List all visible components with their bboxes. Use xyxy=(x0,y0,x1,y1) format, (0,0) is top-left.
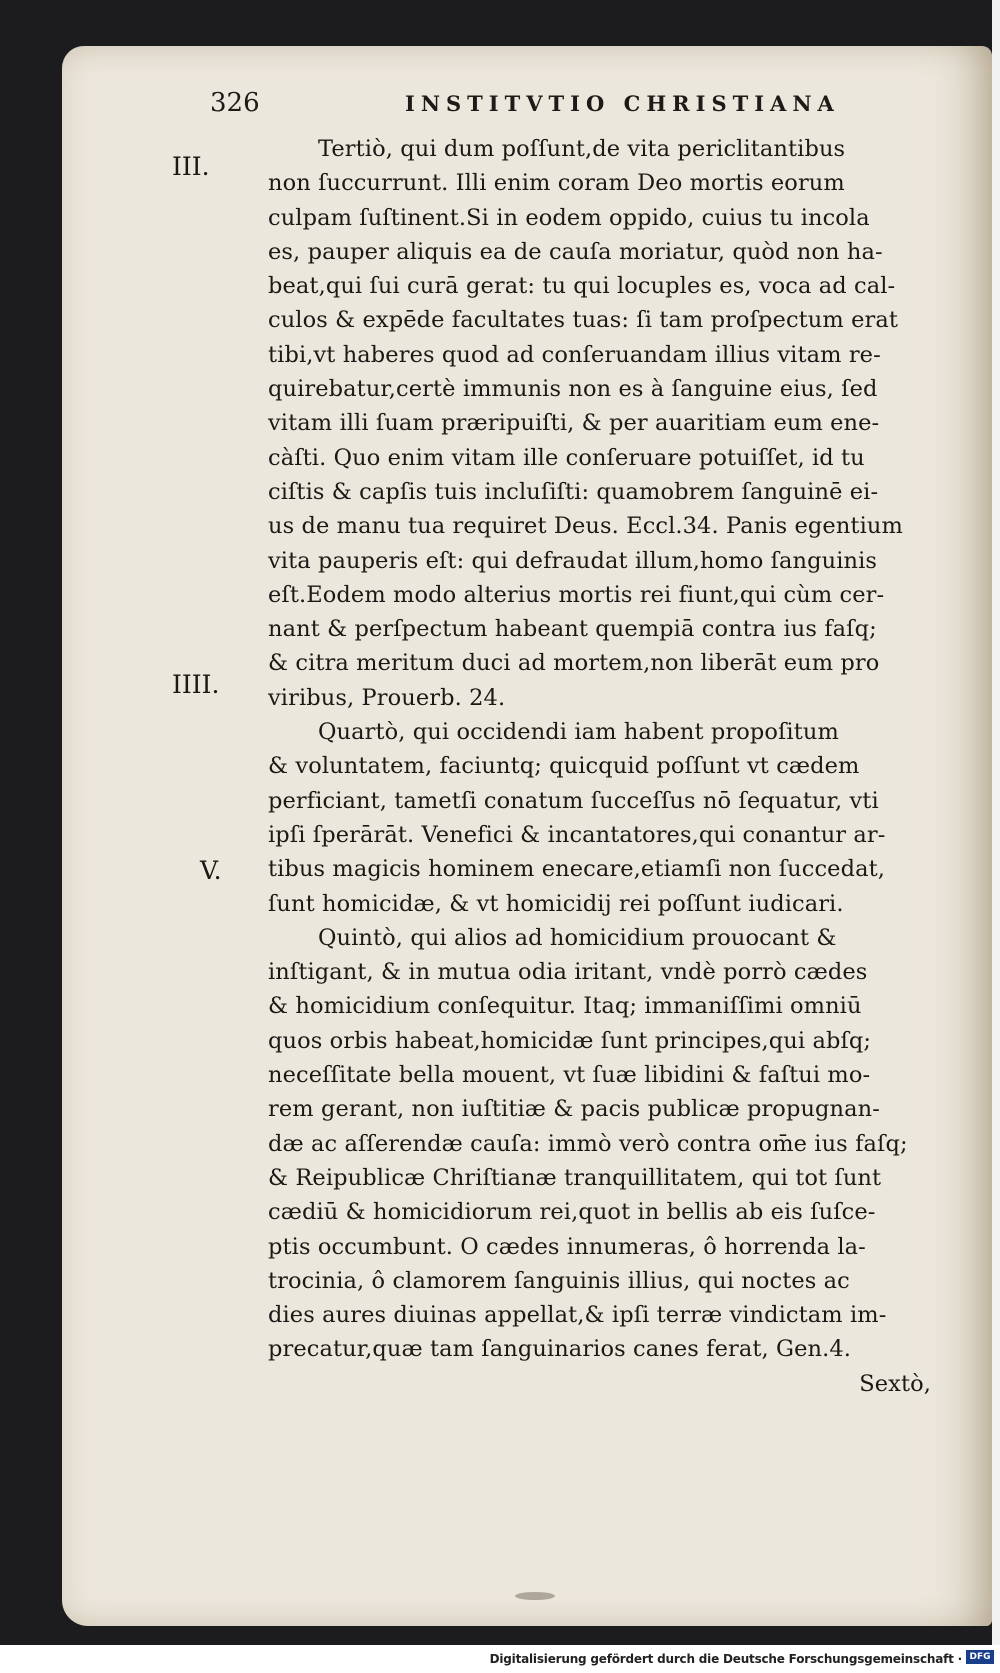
text-line: Quartò, qui occidendi iam habent propoſitum xyxy=(318,719,839,746)
margin-number-3: III. xyxy=(172,152,210,181)
text-line: tibus magicis hominem enecare,etiamſi non ſuccedat, xyxy=(268,856,886,883)
text-line: dæ ac aſſerendæ cauſa: immò verò contra om̄e ius faſq; xyxy=(268,1130,908,1157)
text-line: precatur,quæ tam ſanguinarios canes ferat, Gen.4. xyxy=(268,1336,852,1363)
text-line: quos orbis habeat,homicidæ ſunt principes,qui abſq; xyxy=(268,1027,872,1054)
text-line: us de manu tua requiret Deus. Eccl.34. Panis egentium xyxy=(268,513,903,540)
text-line: inſtigant, & in mutua odia iritant, vndè porrò cædes xyxy=(268,959,868,986)
text-line: & citra meritum duci ad mortem,non liberāt eum pro xyxy=(268,650,880,677)
text-line: dies aures diuinas appellat,& ipſi terræ vindictam im- xyxy=(268,1302,887,1329)
text-line: eſt.Eodem modo alterius mortis rei fiunt,qui cùm cer- xyxy=(268,581,885,608)
text-line: ciſtis & capſis tuis incluſiſti: quamobrem ſanguinē ei- xyxy=(268,478,879,505)
text-line: & voluntatem, faciuntq; quicquid poſſunt vt cædem xyxy=(268,753,860,780)
text-line: neceſſitate bella mouent, vt ſuæ libidini & faſtui mo- xyxy=(268,1062,871,1089)
text-line: Tertiò, qui dum poſſunt,de vita periclitantibus xyxy=(318,136,846,162)
text-line: trocinia, ô clamorem ſanguinis illius, qui noctes ac xyxy=(268,1267,850,1294)
text-line: quirebatur,certè immunis non es à ſanguine eius, ſed xyxy=(268,376,878,403)
text-line: nant & perſpectum habeant quempiā contra ius faſq; xyxy=(268,616,877,643)
text-line: culos & expēde facultates tuas: ſi tam proſpectum erat xyxy=(268,307,898,334)
catchword: Sextò, xyxy=(859,1370,931,1397)
running-title: INSTITVTIO CHRISTIANA xyxy=(405,91,840,116)
text-line: & Reipublicæ Chriſtianæ tranquillitatem, qui tot ſunt xyxy=(268,1164,882,1191)
margin-number-4: IIII. xyxy=(172,670,220,699)
dfg-logo: DFG xyxy=(966,1650,994,1664)
page-smudge xyxy=(515,1592,555,1600)
text-line: vitam illi ſuam præripuiſti, & per auaritiam eum ene- xyxy=(268,410,880,437)
text-line: càſti. Quo enim vitam ille conſeruare potuiſſet, id tu xyxy=(268,444,865,471)
text-line: Quintò, qui alios ad homicidium prouocant & xyxy=(318,924,837,951)
text-line: viribus, Prouerb. 24. xyxy=(268,684,506,711)
text-line: beat,qui ſui curā gerat: tu qui locuples es, voca ad cal- xyxy=(268,273,896,300)
text-line: tibi,vt haberes quod ad conſeruandam illius vitam re- xyxy=(268,341,881,368)
margin-number-5: V. xyxy=(200,856,222,885)
footer-credit: Digitalisierung gefördert durch die Deutsche Forschungsgemeinschaft · xyxy=(489,1652,962,1666)
body-text xyxy=(268,132,953,1401)
text-line: & homicidium conſequitur. Itaq; immaniſſimi omniū xyxy=(268,993,862,1020)
text-line: perficiant, tametſi conatum ſucceſſus nō ſequatur, vti xyxy=(268,787,879,814)
text-line: vita pauperis eſt: qui defraudat illum,homo ſanguinis xyxy=(268,547,878,574)
text-line: non ſuccurrunt. Illi enim coram Deo mortis eorum xyxy=(268,170,845,197)
text-line: ſunt homicidæ, & vt homicidij rei poſſunt iudicari. xyxy=(268,890,844,917)
scan-right-edge xyxy=(992,0,1000,1645)
text-line: rem gerant, non iuſtitiæ & pacis publicæ propugnan- xyxy=(268,1096,880,1123)
text-line: ipſi ſperārāt. Venefici & incantatores,qui conantur ar- xyxy=(268,821,886,848)
text-line: cædiū & homicidiorum rei,quot in bellis ab eis ſuſce- xyxy=(268,1199,876,1226)
text-line: culpam ſuſtinent.Si in eodem oppido, cuius tu incola xyxy=(268,204,870,231)
page-number: 326 xyxy=(210,88,260,118)
text-line: ptis occumbunt. O cædes innumeras, ô horrenda la- xyxy=(268,1233,866,1260)
text-line: es, pauper aliquis ea de cauſa moriatur, quòd non ha- xyxy=(268,238,883,265)
